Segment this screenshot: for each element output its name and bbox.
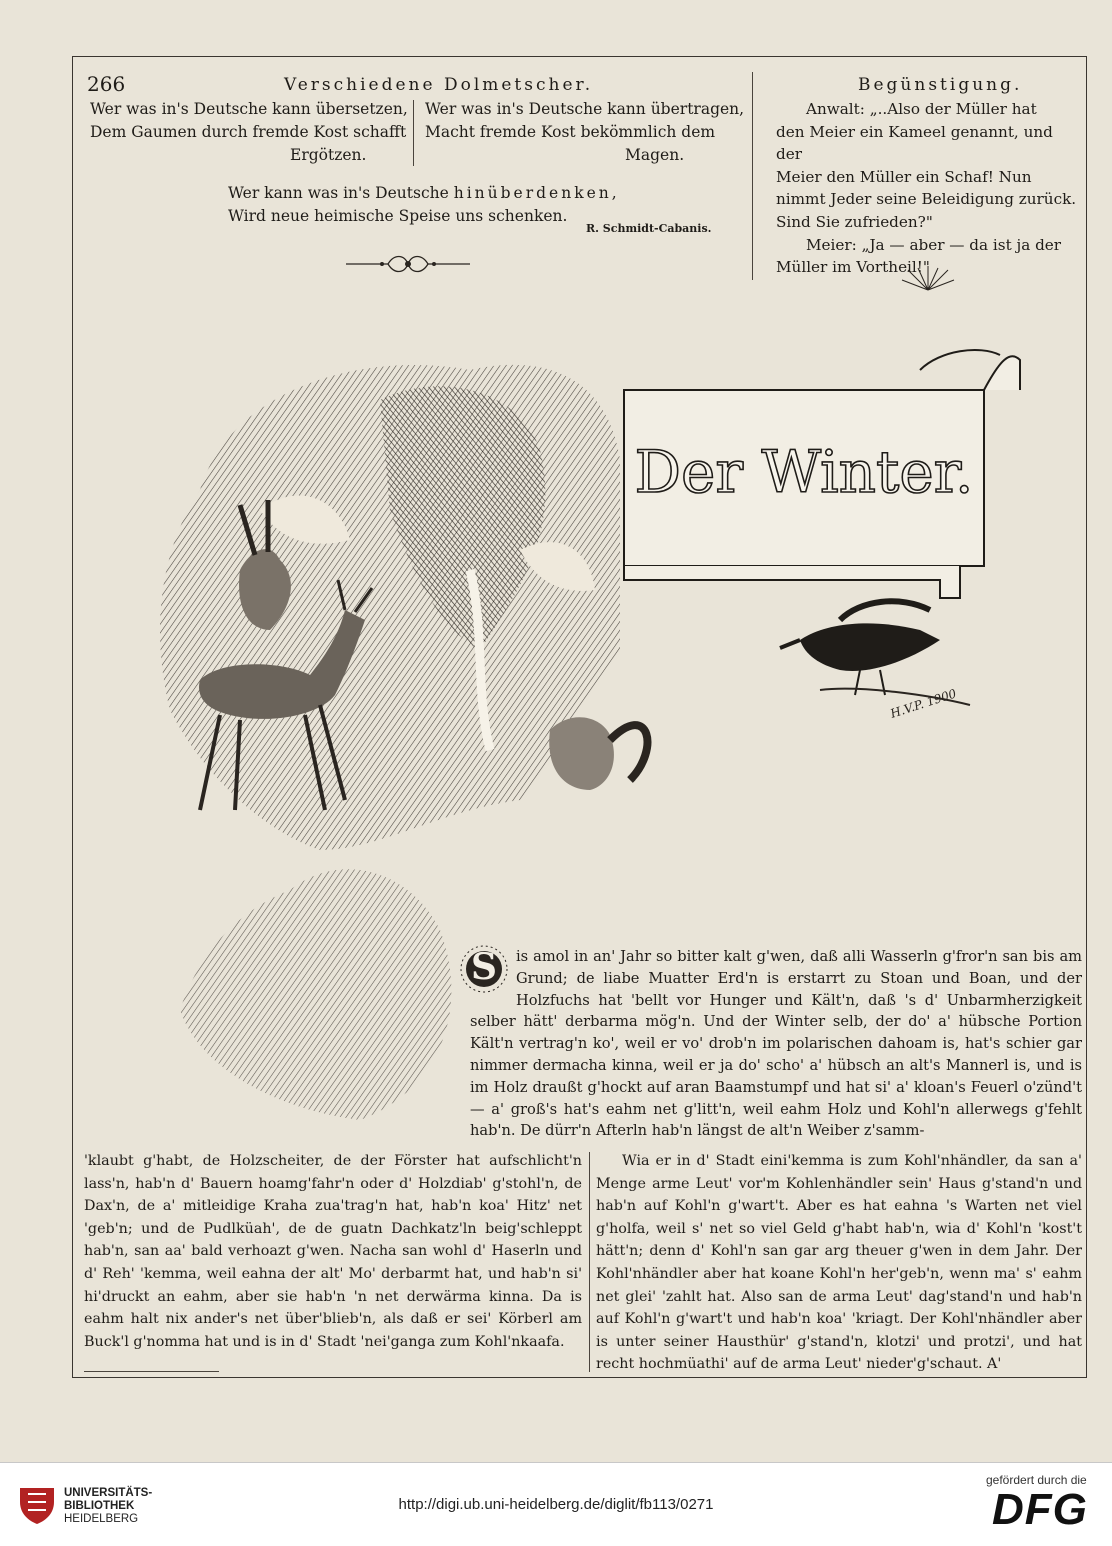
banner-title: Der Winter.: [634, 438, 974, 506]
poem-text: Wer kann was in's Deutsche: [228, 184, 454, 202]
story-intro: [470, 946, 1082, 1142]
anecdote-line: nimmt Jeder seine Beleidigung zurück.: [776, 190, 1077, 209]
poem-right: [425, 98, 745, 167]
dfg-logo[interactable]: DFG: [992, 1485, 1088, 1534]
poem-center: [228, 182, 617, 228]
anecdote: [776, 98, 1082, 279]
story-column-left: [84, 1150, 582, 1353]
poem-author: R. Schmidt-Cabanis.: [586, 222, 712, 235]
permalink-url[interactable]: http://digi.ub.uni-heidelberg.de/diglit/fb113/0271: [398, 1496, 714, 1513]
column-divider: [752, 72, 753, 280]
poem-line: Magen.: [625, 146, 685, 164]
university-name-line: BIBLIOTHEK: [64, 1500, 135, 1512]
anecdote-line: Anwalt: „..Also der Müller hat: [806, 100, 1037, 118]
anecdote-line: Müller im Vortheil!": [776, 258, 930, 277]
story-column-right: [596, 1150, 1082, 1376]
column-divider: [589, 1152, 590, 1372]
drop-cap: S: [471, 946, 497, 988]
drop-cap-spacer: [470, 946, 516, 1010]
poem-divider: [413, 100, 414, 166]
poem-emphasis: hinüberdenken: [453, 184, 612, 202]
ornament-divider: [344, 252, 472, 276]
funding-note: gefördert durch die: [986, 1473, 1087, 1487]
poem-line: Dem Gaumen durch fremde Kost schafft: [90, 123, 407, 141]
poem-line: Wird neue heimische Speise uns schenken.: [228, 207, 568, 225]
column-end-rule: [84, 1371, 219, 1372]
sunburst-ornament: [898, 266, 958, 294]
page-number: 266: [87, 72, 126, 96]
section-title-right: Begünstigung.: [858, 75, 1023, 95]
title-banner: [624, 350, 1020, 598]
anecdote-line: Meier: „Ja — aber — da ist ja der: [806, 235, 1062, 254]
poem-line: Wer was in's Deutsche kann übertragen,: [425, 100, 745, 118]
university-name-line: UNIVERSITÄTS-: [64, 1487, 153, 1499]
poem-line: Ergötzen.: [290, 146, 367, 164]
anecdote-line: Meier den Müller ein Schaf! Nun: [776, 167, 1032, 186]
anecdote-line: Sind Sie zufrieden?": [776, 212, 933, 231]
poem-left: [90, 98, 412, 167]
viewer-footer: [0, 1462, 1112, 1546]
squirrel-figure: [549, 717, 647, 790]
poem-line: Macht fremde Kost bekömmlich dem: [425, 123, 716, 141]
story-paragraph: 'klaubt g'habt, de Holzscheiter, de der Förster hat aufschlicht'n lass'n, hab'n d' Bauern hoamg'fahr'n oder d' Holzdiab' g'stohl'n, de Dax'n, de a' mitleidige Kraha zua'trag'n hat, hab'n koa' Hitz' net 'geb'n; und de Pudlküah', de de guatn Dachkatz'ln beig'schleppt hab'n, san aa' bald verhoazt g'wen. Nacha san wohl d' Haserln und d' Reh' 'kemma, weil eahna der alt' Mo' derbarmt hat, und hab'n si' hi'druckt an eahm, aber sie hab'n 'n net derwärma kinna. Da is eahm halt nix ander's net über'blieb'n, als daß er sei' Körberl am Buck'l g'nomma hat und is in d' Stadt 'nei'ganga zum Kohl'nkaafa.: [84, 1153, 582, 1350]
section-title-left: Verschiedene Dolmetscher.: [284, 75, 594, 95]
artist-signature-text: H.V.P. 1900: [888, 686, 959, 721]
poem-text: ,: [611, 184, 617, 202]
story-paragraph: Wia er in d' Stadt eini'kemma is zum Kohl'nhändler, da san a' Menge arme Leut' vor'm Kohlenhändler sein' Haus g'stand'n und hab'n auf Kohl'n g'wart't. Aber es hat eahna 's Warten net viel g'holfa, weil s' net so viel Geld g'habt hab'n, wia d' Kohl'n 'kost't hätt'n; denn d' Kohl'n san gar arg theuer g'wen in dem Jahr. Der Kohl'nhändler aber hat koane Kohl'n her'geb'n, wenn ma' s' eahm net glei' 'zahlt hat. Also san de arma Leut' dag'stand'n und hab'n auf Kohl'n g'wart't und hab'n koa' 'kriagt. Der Kohl'nhändler aber is unter seiner Hausthür' g'stand'n, klotzi' und protzi', und hat recht hochmüathi' auf de arma Leut' nieder'g'schaut. A': [596, 1153, 1082, 1373]
poem-line: Wer was in's Deutsche kann übersetzen,: [90, 100, 408, 118]
anecdote-line: den Meier ein Kameel genannt, und der: [776, 122, 1053, 164]
university-name-line: HEIDELBERG: [64, 1513, 139, 1525]
story-paragraph: is amol in an' Jahr so bitter kalt g'wen, daß alli Wasserln g'fror'n san bis am Grund; de liabe Muatter Erd'n is erstarrt zu Stoan und Boan, und der Holzfuchs hat 'bellt vor Hunger und Kält'n, daß 's d' Unbarmherzigkeit selber hätt' derbarma mög'n. Und der Winter selb, der do' a' hübsche Portion Kält'n vertrag'n ko', weil er vo' drob'n im polarischen dahoam is, hat's schier gar nimmer dermacha kinna, weil er ja do' scho' a' hübsch an alt's Mannerl is, und is im Holz draußt g'hockt auf aran Baamstumpf und hat si' a' kloan's Feuerl o'zünd't — a' groß's hat's eahm net g'litt'n, weil eahm Holz und Kohl'n allerwegs g'fehlt hab'n. De dürr'n Afterln hab'n längst de alt'n Weiber z'samm-: [470, 948, 1082, 1140]
